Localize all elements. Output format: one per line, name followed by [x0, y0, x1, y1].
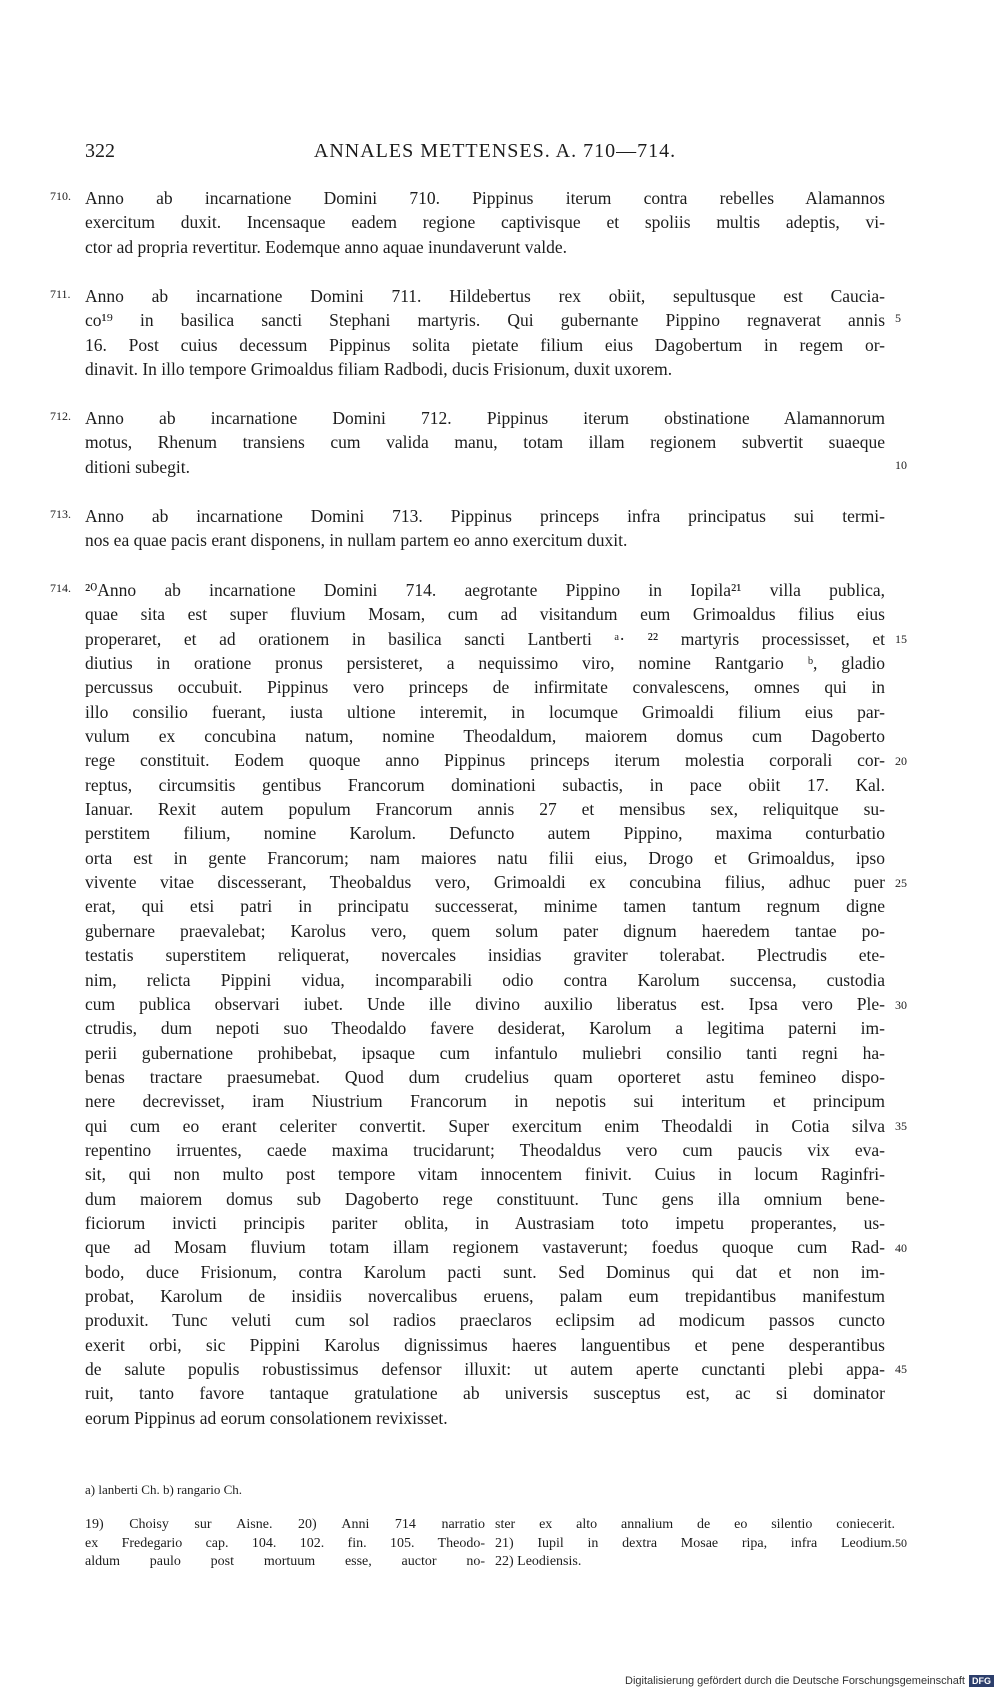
text-line: eorum Pippinus ad eorum consolationem revixisset. [85, 1407, 448, 1428]
entry-710 [50, 186, 885, 259]
text-line: rege constituit. Eodem quoque anno Pippinus princeps iterum molestia corporali cor- [85, 750, 885, 771]
line-number: 45 [895, 1362, 907, 1376]
text-line: cum publica observari iubet. Unde ille divino auxilio liberatus est. Ipsa vero Ple- [85, 993, 885, 1014]
variant-notes: a) lanberti Ch. b) rangario Ch. [85, 1482, 243, 1497]
footnote-line: 19) Choisy sur Aisne. 20) Anni 714 narratio [85, 1517, 485, 1532]
line-number: 50 [895, 1536, 907, 1550]
entry-713 [50, 504, 885, 553]
line-number: 15 [895, 632, 907, 646]
credit-text: Digitalisierung gefördert durch die Deutsche Forschungsgemeinschaft [625, 1675, 965, 1687]
text-line: perii gubernatione prohibebat, ipsaque cum infantulo muliebri consilio tanti regni ha- [85, 1042, 885, 1063]
text-line: orta est in gente Francorum; nam maiores natu filii eius, Drogo et Grimoaldus, ipso [85, 847, 885, 868]
footnotes-left-column [85, 1516, 485, 1572]
text-line: erat, qui etsi patri in principatu successerat, minime tamen tantum regnum digne [85, 896, 885, 917]
text-line: Anno ab incarnatione Domini 712. Pippinus iterum obstinatione Alamannorum [85, 408, 885, 428]
footnote-line: aldum paulo post mortuum esse, auctor no- [85, 1554, 485, 1569]
footnote-line: ex Fredegario cap. 104. 102. fin. 105. Theodo- [85, 1535, 485, 1551]
text-line: que ad Mosam fluvium totam illam regionem vastaverunt; foedus quoque cum Rad- [85, 1237, 885, 1258]
line-number: 25 [895, 876, 907, 890]
text-line: bodo, duce Frisionum, contra Karolum pacti sunt. Sed Dominus qui dat et non im- [85, 1261, 885, 1282]
text-line: Anno ab incarnatione Domini 711. Hildebertus rex obiit, sepultusque est Caucia- [85, 286, 885, 306]
text-line: dinavit. In illo tempore Grimoaldus filiam Radbodi, ducis Frisionum, duxit uxorem. [85, 359, 673, 380]
footnote-line: ster ex alto annalium de eo silentio coniecerit. [495, 1517, 895, 1532]
footnotes [85, 1516, 905, 1596]
text-line: nos ea quae pacis erant disponens, in nullam partem eo anno exercitum duxit. [85, 530, 628, 551]
line-number: 10 [895, 458, 907, 472]
margin-year: 713. [50, 507, 71, 521]
entry-714 [50, 578, 907, 1430]
footnote-line: 21) Iupil in dextra Mosae ripa, infra Leodium. [495, 1535, 895, 1551]
text-line: properaret, et ad orationem in basilica sancti Lantberti ᵃ· ²² martyris processisset, et [85, 628, 885, 649]
text-line: ruit, tanto favore tantaque gratulatione ab universis susceptus est, ac si dominator [85, 1383, 885, 1404]
line-number: 35 [895, 1119, 907, 1133]
text-line: Anno ab incarnatione Domini 713. Pippinus princeps infra principatus sui termi- [85, 506, 885, 526]
line-number: 40 [895, 1241, 907, 1255]
text-line: nim, relicta Pippini vidua, incomparabili odio contra Karolum succensa, custodia [85, 969, 885, 990]
text-line: vivente vitae discesserant, Theobaldus vero, Grimoaldi ex concubina filius, adhuc puer [85, 872, 885, 893]
page-number: 322 [85, 140, 115, 162]
text-line: co¹⁹ in basilica sancti Stephani martyris. Qui gubernante Pippino regnaverat annis [85, 310, 885, 331]
text-line: 16. Post cuius decessum Pippinus solita pietate filium eius Dagobertum in regem or- [85, 334, 885, 355]
margin-year: 710. [50, 189, 71, 203]
text-line: perstitem filium, nomine Karolum. Defuncto autem Pippino, maxima conturbatio [85, 823, 885, 844]
text-line: exerit orbi, sic Pippini Karolus dignissimus haeres languentibus et pene desperantibus [85, 1334, 885, 1355]
running-title: ANNALES METTENSES. A. 710—714. [313, 140, 677, 162]
text-line: nere decrevisset, iram Niustrium Francorum in nepotis sui interitum et principum [85, 1091, 885, 1112]
line-number: 30 [895, 998, 907, 1012]
text-line: motus, Rhenum transiens cum valida manu, totam illam regionem subvertit suaeque [85, 432, 885, 453]
dfg-logo: DFG [969, 1675, 994, 1687]
text-line: benas tractare praesumebat. Quod dum crudelius quam oporteret astu femineo dispo- [85, 1066, 885, 1087]
text-line: illo consilio fuerant, iusta ultione interemit, in locumque Grimoaldi filium eius par- [85, 701, 885, 722]
text-line: sit, qui non multo post tempore vitam innocentem finivit. Cuius in locum Raginfri- [85, 1164, 885, 1185]
text-line: ficiorum invicti principis pariter oblita, in Austrasiam toto impetu properantes, us- [85, 1212, 885, 1233]
entry-714-lines [85, 578, 885, 1430]
text-line: de salute populis robustissimus defensor illuxit: ut autem aperte cunctanti plebi appa- [85, 1359, 885, 1379]
text-line: produxit. Tunc veluti cum sol radios praeclaros eclipsim ad modicum passos cuncto [85, 1310, 885, 1331]
text-line: Anno ab incarnatione Domini 710. Pippinus iterum contra rebelles Alamannos [85, 188, 885, 208]
line-number: 5 [895, 311, 901, 325]
margin-year: 711. [50, 287, 71, 301]
text-line: repentino irruentes, caede maxima trucidarunt; Theodaldus vero cum paucis vix eva- [85, 1139, 885, 1160]
text-line: dum maiorem domus sub Dagoberto rege constituunt. Tunc gens illa omnium bene- [85, 1188, 885, 1209]
margin-year: 714. [50, 581, 71, 595]
text-line: ditioni subegit. [85, 456, 190, 477]
text-line: testatis superstitem reliquerat, novercales insidias graviter tolerabat. Plectrudis ete- [85, 945, 885, 966]
text-line: exercitum duxit. Incensaque eadem regione captivisque et spoliis multis adeptis, vi- [85, 212, 885, 233]
entry-712 [50, 406, 907, 479]
text-line: percussus occubuit. Pippinus vero princeps de infirmitate convalescens, omnes qui in [85, 677, 885, 698]
text-line: ctor ad propria revertitur. Eodemque anno aquae inundaverunt valde. [85, 236, 568, 257]
text-line: Ianuar. Rexit autem populum Francorum annis 27 et mensibus sex, reliquitque su- [85, 799, 885, 820]
text-line: ctrudis, dum nepoti suo Theodaldo favere desiderat, Karolum a legitima paterni im- [85, 1018, 885, 1039]
page-header [85, 140, 905, 170]
entry-711 [50, 284, 901, 381]
text-line: vulum ex concubina natum, nomine Theodaldum, maiorem domus cum Dagoberto [85, 726, 885, 747]
line-number: 20 [895, 754, 907, 768]
text-line: qui cum eo erant celeriter convertit. Super exercitum enim Theodaldi in Cotia silva [85, 1115, 885, 1136]
footnotes-right-column [495, 1516, 895, 1572]
footnote-line: 22) Leodiensis. [495, 1554, 582, 1569]
text-line: ²⁰Anno ab incarnatione Domini 714. aegrotante Pippino in Iopila²¹ villa publica, [85, 580, 885, 600]
text-line: gubernare praevalebat; Karolus vero, quem solum pater dignum haeredem tantae po- [85, 920, 885, 941]
text-line: probat, Karolum de insidiis novercalibus eruens, palam eum trepidantibus manifestum [85, 1285, 885, 1306]
margin-year: 712. [50, 409, 71, 423]
text-line: diutius in oratione pronus persisteret, a nequissimo viro, nomine Rantgario ᵇ, gladio [85, 653, 885, 674]
text-line: quae sita est super fluvium Mosam, cum ad visitandum eum Grimoaldus filius eius [85, 604, 885, 625]
digitization-credit [625, 1675, 994, 1687]
text-line: reptus, circumsitis gentibus Francorum dominationi subactis, in pace obiit 17. Kal. [85, 774, 885, 795]
